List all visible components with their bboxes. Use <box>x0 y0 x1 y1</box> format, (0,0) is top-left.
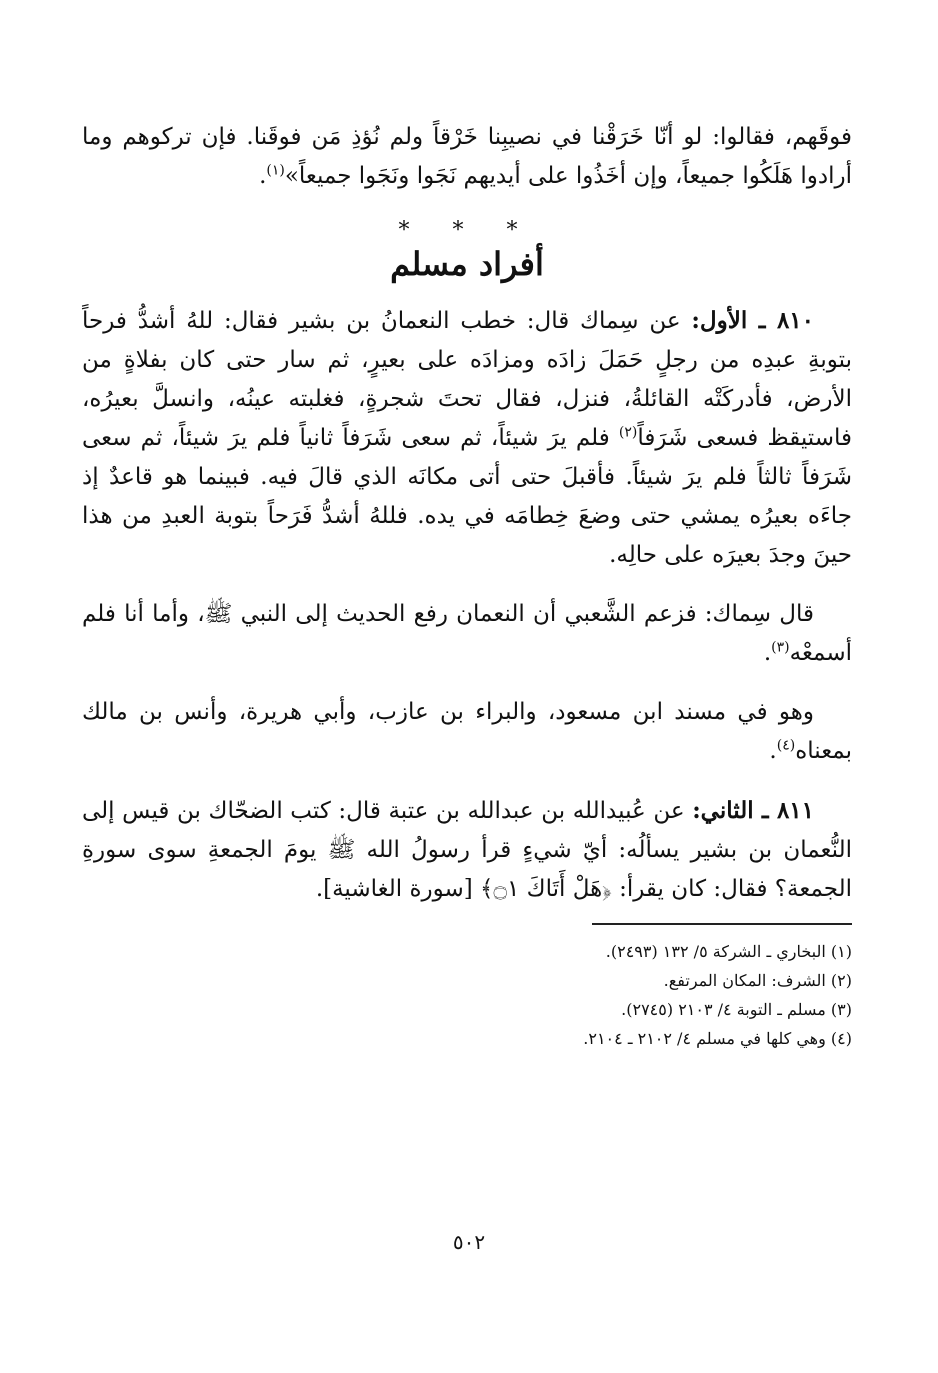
hadith-810 <box>82 301 852 575</box>
section-separator: * * * <box>398 218 536 243</box>
hadith-810-text: عن سِماك قال: خطب النعمانُ بن بشير فقال: للهُ أشدُّ فرحاً بتوبةِ عبدِه من رجلٍ حَمَلَ زادَه ومزادَه على بعيرٍ، ثم سار حتى كان بفلاةٍ من الأرض، فأدركَتْه القائلةُ، فنزل، فقال تحتَ شجرةٍ، فغلبته عينُه، وانسلَّ بعيرُه، فاستيقظ فسعى شَرَفاً <box>82 308 852 451</box>
musnad-end: . <box>769 738 777 764</box>
musnad-paragraph <box>82 693 852 771</box>
simak-end: . <box>763 640 772 666</box>
footnote-divider <box>592 923 852 925</box>
hadith-811-number: ٨١١ ـ الثاني: <box>692 797 814 824</box>
page-number: ٥٠٢ <box>452 1230 486 1254</box>
footnote-3: (٣) مسلم ـ التوبة ٤/ ٢١٠٣ (٢٧٤٥). <box>621 1000 852 1019</box>
section-heading: أفراد مسلم <box>390 245 544 283</box>
intro-text: فوقَهم، فقالوا: لو أنّا خَرَقْنا في نصيبِنا خَرْقاً ولم نُؤذِ مَن فوقَنا. فإن تركوهم وما أرادوا هَلَكُوا جميعاً، وإن أخَذُوا على أيديهم نَجَوا ونَجَوا جميعاً» <box>82 124 852 189</box>
footnote-4: (٤) وهي كلها في مسلم ٤/ ٢١٠٢ ـ ٢١٠٤. <box>583 1029 852 1048</box>
intro-end: . <box>259 163 267 189</box>
musnad-text: وهو في مسند ابن مسعود، والبراء بن عازب، وأبي هريرة، وأنس بن مالك بمعناه <box>82 699 852 764</box>
footnote-ref-3: (٣) <box>771 639 790 656</box>
footnote-ref-2: (٢) <box>618 424 638 441</box>
simak-text: قال سِماك: فزعم الشَّعبي أن النعمان رفع الحديث إلى النبي ﷺ، وأما أنا فلم أسمعْه <box>82 601 852 666</box>
footnote-1: (١) البخاري ـ الشركة ٥/ ١٣٢ (٢٤٩٣). <box>605 942 852 961</box>
hadith-810-number: ٨١٠ ـ الأول: <box>691 307 814 334</box>
hadith-811-text: عن عُبيدالله بن عبدالله بن عتبة قال: كتب الضحّاك بن قيس إلى النُّعمان بن بشير يسألُه: أيّ شيءٍ قرأ رسولُ الله ﷺ يومَ الجمعةِ سوى سورةِ الجمعة؟ فقال: كان يقرأ: ﴿هَلْ أَتَاكَ ۝١﴾ [سورة الغاشية]. <box>82 798 852 902</box>
footnote-ref-1: (١) <box>266 162 285 179</box>
page-body <box>82 118 852 1053</box>
hadith-810-text-2: فلم يرَ شيئاً، ثم سعى شَرَفاً ثانياً فلم يرَ شيئاً، ثم سعى شَرَفاً ثالثاً فلم يرَ شيئاً. فأقبلَ حتى أتى مكانَه الذي قالَ فيه. فبينما هو قاعدٌ إذ جاءَه بعيرُه يمشي حتى وضعَ خِطامَه في يده. فللهُ أشدُّ فَرَحاً بتوبة العبدِ من هذا حينَ وجدَ بعيرَه على حالِه. <box>82 425 852 568</box>
footnotes <box>82 937 852 1053</box>
footnote-ref-4: (٤) <box>776 737 796 754</box>
footnote-2: (٢) الشرف: المكان المرتفع. <box>663 971 852 990</box>
intro-paragraph <box>82 118 852 196</box>
hadith-811 <box>82 791 852 909</box>
simak-paragraph <box>82 595 852 673</box>
